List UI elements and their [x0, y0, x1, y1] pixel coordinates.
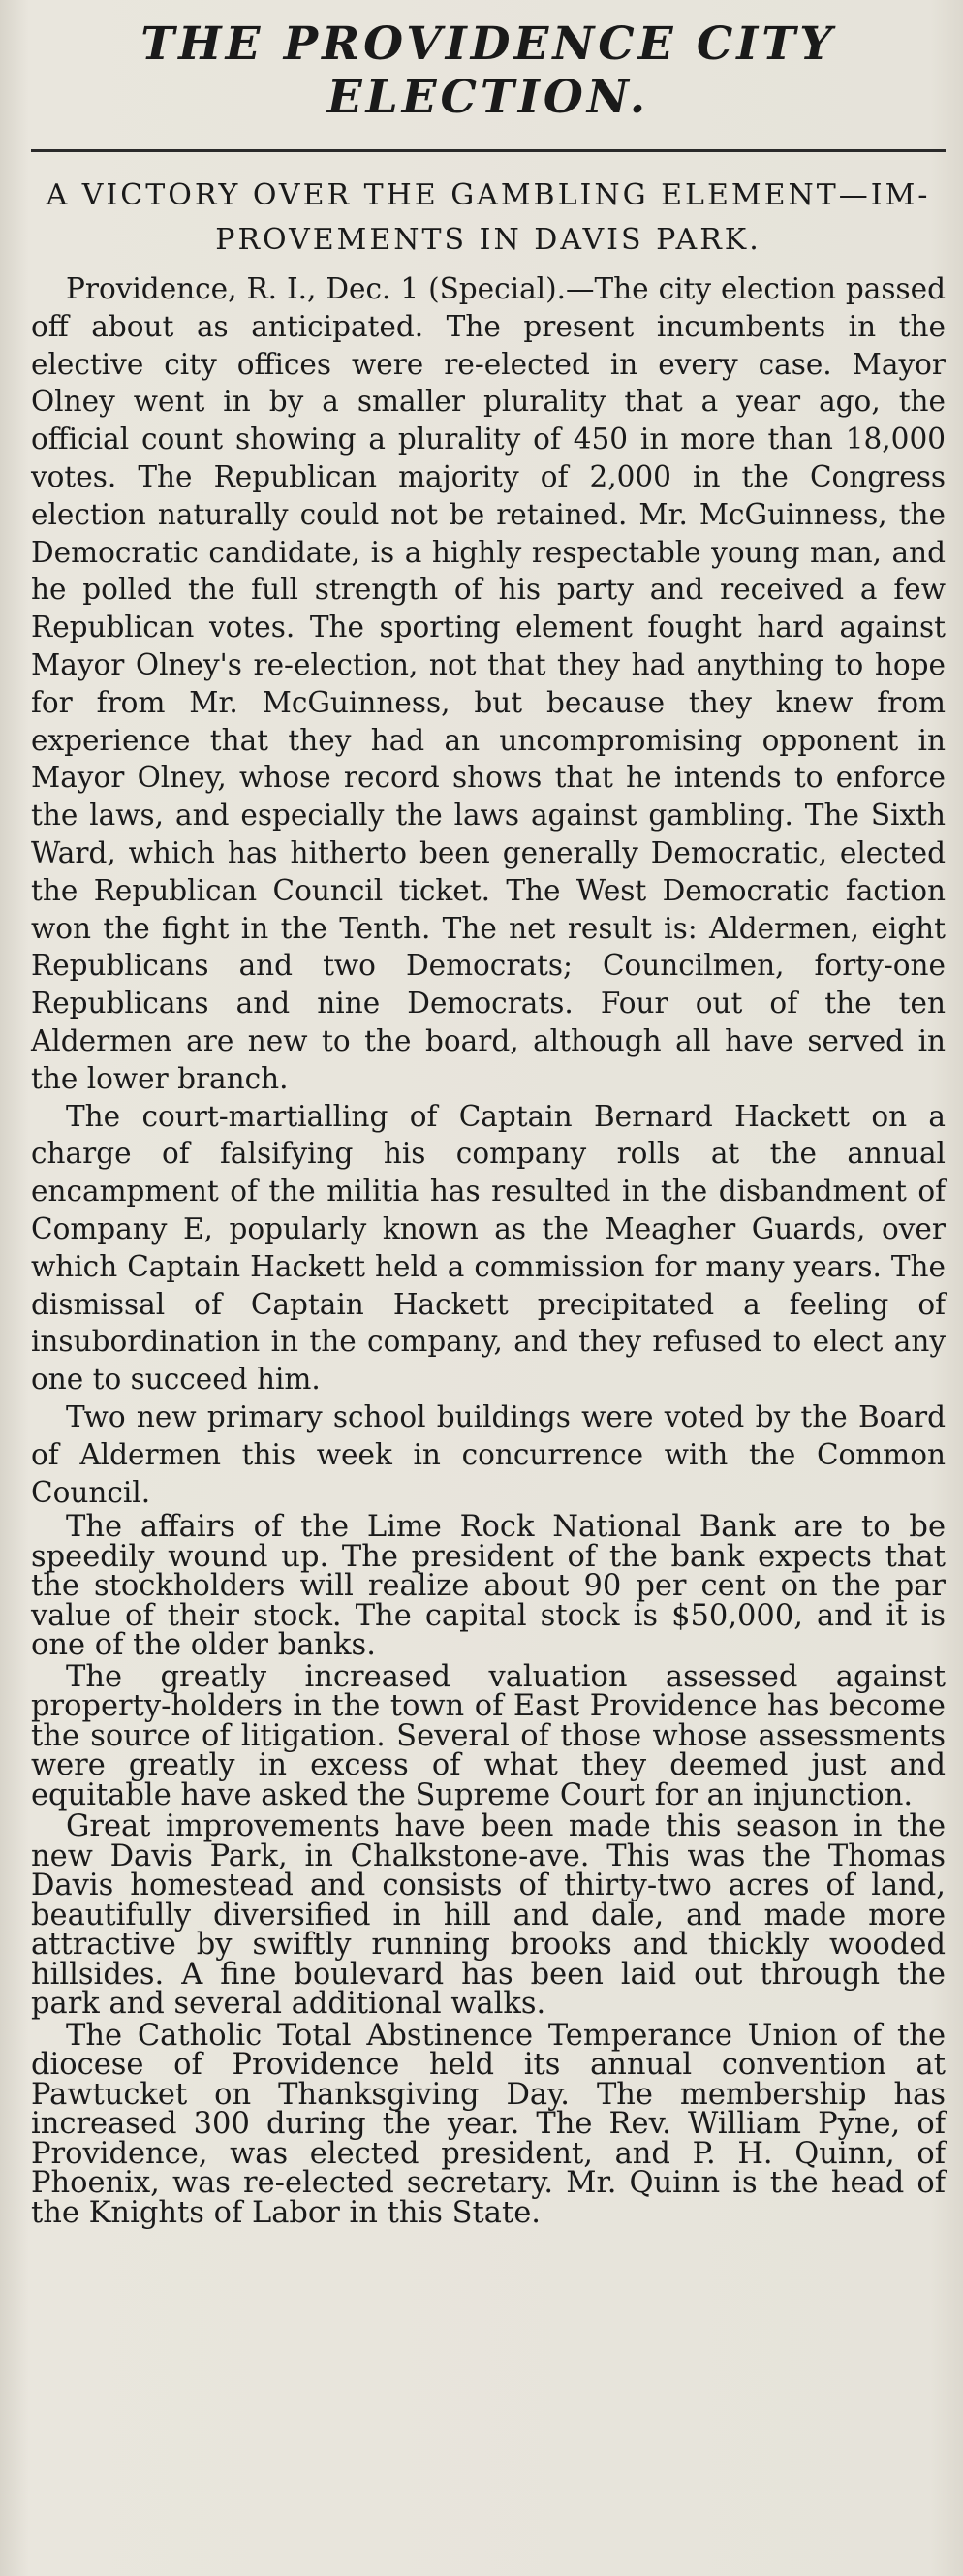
- headline-rule: [31, 149, 946, 152]
- paragraph-east-providence: The greatly increased valuation assessed against property-holders in the town of East Providence has become the source of litigation. Several of those whose assessments were greatly in excess of what they deemed just and equitable have asked the Supreme Court for an injunction.: [31, 1659, 946, 1812]
- subhead-line-2: PROVEMENTS IN DAVIS PARK.: [215, 223, 761, 257]
- subhead-line-1: A VICTORY OVER THE GAMBLING ELEMENT—IM-: [46, 178, 931, 212]
- paragraph-lime-rock-bank: The affairs of the Lime Rock National Bank are to be speedily wound up. The president of the bank expects that the stockholders will realize about 90 per cent on the par value of their stock. The capital stock is $50,000, and it is one of the older banks.: [31, 1510, 946, 1663]
- paragraph-school-buildings: Two new primary school buildings were voted by the Board of Aldermen this week in concurrence with the Common Council.: [31, 1399, 946, 1509]
- paragraph-davis-park: Great improvements have been made this season in the new Davis Park, in Chalkstone-ave. This was the Thomas Davis homestead and consists of thirty-two acres of land, beautifully diversified in hill and dale, and made more attractive by swiftly running brooks and thickly wooded hillsides. A fine boulevard has been laid out through the park and several additional walks.: [31, 1809, 946, 2022]
- paragraph-temperance-union: The Catholic Total Abstinence Temperance Union of the diocese of Providence held its annual convention at Pawtucket on Thanksgiving Day. The membership has increased 300 during the year. The Rev. William Pyne, of Providence, was elected president, and P. H. Quinn, of Phoenix, was re-elected secretary. Mr. Quinn is the head of the Knights of Labor in this State.: [31, 2018, 946, 2230]
- article-subhead: [31, 173, 946, 263]
- paragraph-election: Providence, R. I., Dec. 1 (Special).—The city election passed off about as anticipated. The present incumbents in the elective city offices were re-elected in every case. Mayor Olney went in by a smaller plurality that a year ago, the official count showing a plurality of 450 in more than 18,000 votes. The Republican majority of 2,000 in the Congress election naturally could not be retained. Mr. McGuinness, the Democratic candidate, is a highly respectable young man, and he polled the full strength of his party and received a few Republican votes. The sporting element fought hard against Mayor Olney's re-election, not that they had anything to hope for from Mr. McGuinness, but because they knew from experience that they had an uncompromising opponent in Mayor Olney, whose record shows that he intends to enforce the laws, and especially the laws against gambling. The Sixth Ward, which has hitherto been generally Democratic, elected the Republican Council ticket. The West Democratic faction won the fight in the Tenth. The net result is: Aldermen, eight Republicans and two Democrats; Councilmen, forty-one Republicans and nine Democrats. Four out of the ten Aldermen are new to the board, although all have served in the lower branch.: [31, 272, 946, 1095]
- paragraph-court-martial: The court-martialling of Captain Bernard Hackett on a charge of falsifying his company rolls at the annual encampment of the militia has resulted in the disbandment of Company E, popularly known as the Meagher Guards, over which Captain Hackett held a commission for many years. The dismissal of Captain Hackett precipitated a feeling of insubordination in the company, and they refused to elect any one to succeed him.: [31, 1099, 946, 1397]
- article-headline: THE PROVIDENCE CITY ELECTION.: [140, 17, 836, 124]
